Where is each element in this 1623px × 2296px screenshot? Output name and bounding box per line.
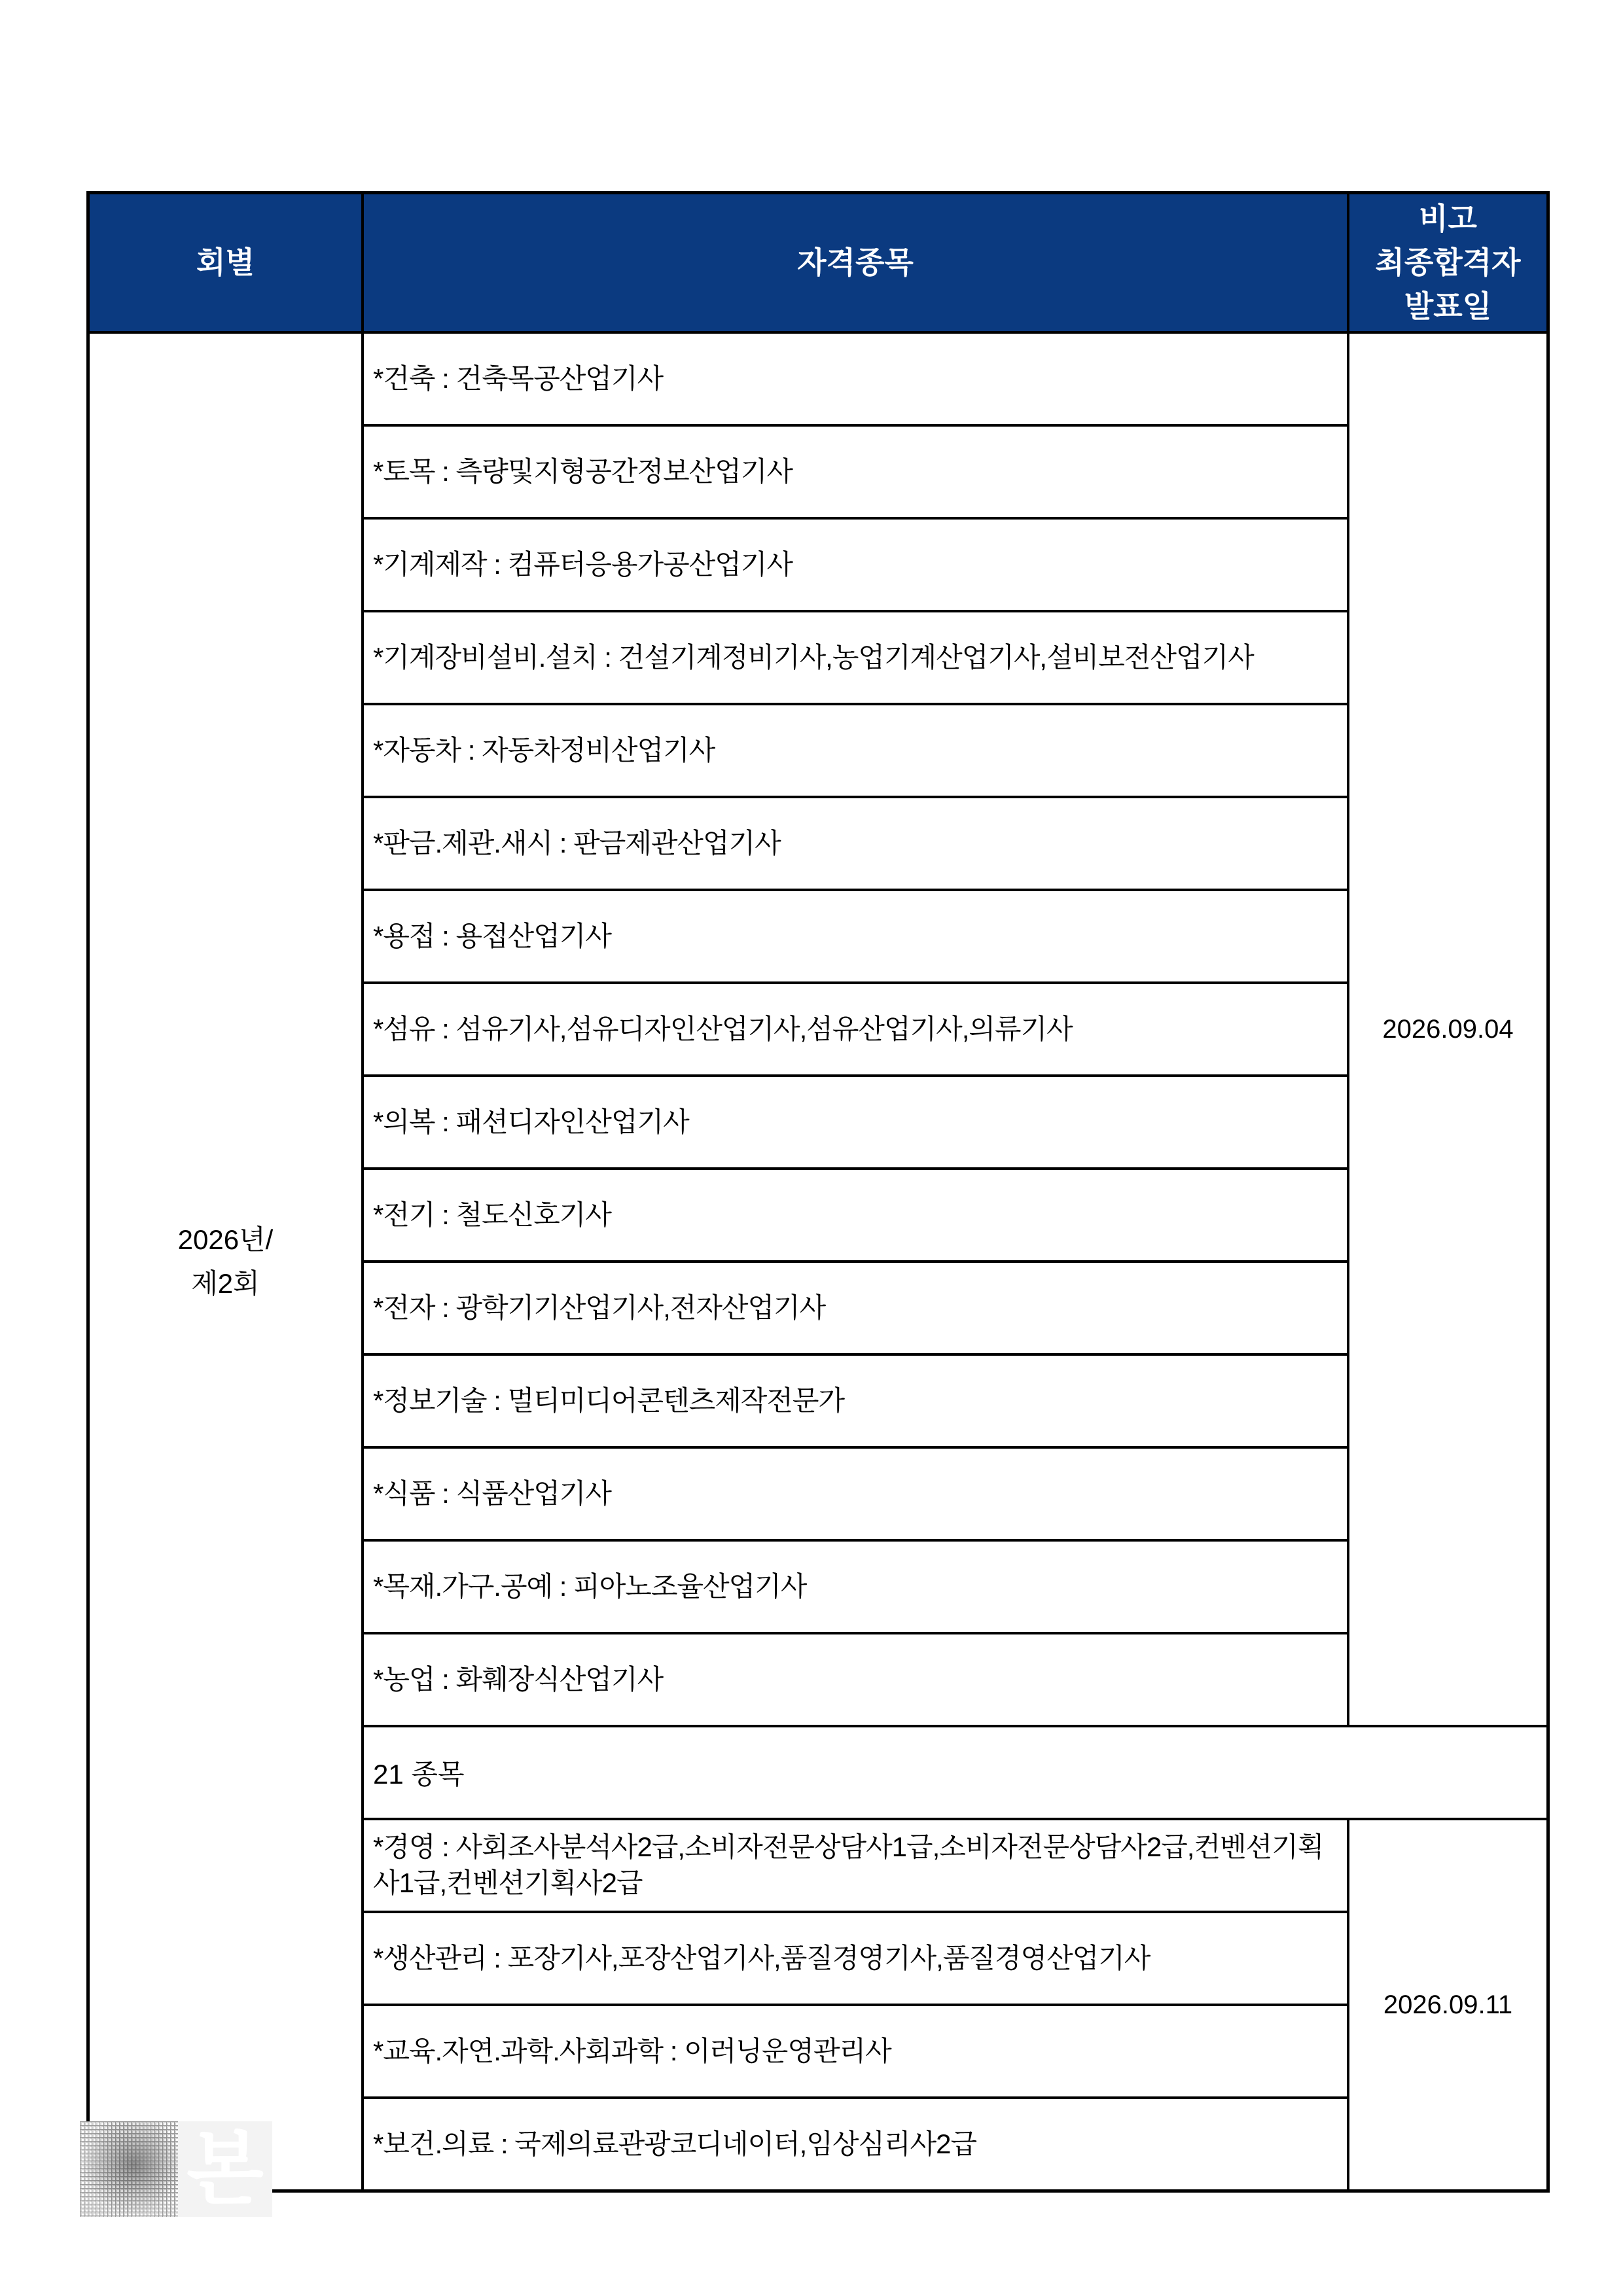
qualification-row-civil: *토목 : 측량및지형공간정보산업기사: [364, 427, 1347, 517]
qualification-row-agriculture: *농업 : 화훼장식산업기사: [364, 1634, 1347, 1725]
qualification-row-it: *정보기술 : 멀티미디어콘텐츠제작전문가: [364, 1356, 1347, 1446]
header-remarks: [1349, 194, 1546, 331]
qualification-row-management: *경영 : 사회조사분석사2급,소비자전문상담사1급,소비자전문상담사2급,컨벤션기획사1급,컨벤션기획사2급: [364, 1820, 1347, 1911]
header-remarks-line2: 최종합격자: [1375, 245, 1521, 280]
qualification-row-architecture: *건축 : 건축목공산업기사: [364, 334, 1347, 424]
qualification-row-electronics: *전자 : 광학기기산업기사,전자산업기사: [364, 1263, 1347, 1353]
qualification-row-automobile: *자동차 : 자동차정비산업기사: [364, 705, 1347, 796]
session-cell: [90, 334, 361, 2189]
scan-watermark: [80, 2121, 272, 2217]
qualification-row-welding: *용접 : 용접산업기사: [364, 891, 1347, 981]
header-remarks-line1: 비고: [1419, 202, 1477, 236]
qualification-row-electric: *전기 : 철도신호기사: [364, 1170, 1347, 1260]
qualification-row-wood-craft: *목재.가구.공예 : 피아노조율산업기사: [364, 1542, 1347, 1632]
announcement-date-group1: 2026.09.04: [1349, 334, 1546, 1725]
qualification-row-textile: *섬유 : 섬유기사,섬유디자인산업기사,섬유산업기사,의류기사: [364, 984, 1347, 1074]
announcement-date-group2: 2026.09.11: [1349, 1820, 1546, 2189]
qualification-row-production: *생산관리 : 포장기사,포장산업기사,품질경영기사,품질경영산업기사: [364, 1913, 1347, 2004]
qualification-row-machinery-install: *기계장비설비.설치 : 건설기계정비기사,농업기계산업기사,설비보전산업기사: [364, 612, 1347, 703]
halftone-stamp-pattern: [80, 2121, 178, 2217]
qualification-row-machining: *기계제작 : 컴퓨터응용가공산업기사: [364, 520, 1347, 610]
qualification-row-food: *식품 : 식품산업기사: [364, 1449, 1347, 1539]
watermark-character-box: [178, 2121, 272, 2217]
qualification-row-education-science: *교육.자연.과학.사회과학 : 이러닝운영관리사: [364, 2006, 1347, 2096]
header-session: 회별: [90, 194, 361, 331]
qualification-row-apparel: *의복 : 패션디자인산업기사: [364, 1077, 1347, 1167]
session-round: 제2회: [191, 1268, 260, 1299]
header-remarks-line3: 발표일: [1404, 289, 1492, 323]
watermark-character: 본: [187, 2125, 264, 2214]
qualification-schedule-table: [86, 191, 1550, 2193]
qualification-row-sheetmetal: *판금.제관.새시 : 판금제관산업기사: [364, 798, 1347, 889]
header-qualification: 자격종목: [364, 194, 1347, 331]
session-year: 2026년/: [177, 1224, 274, 1255]
summary-count-row: 21 종목: [364, 1727, 1546, 1818]
qualification-row-health-medical: *보건.의료 : 국제의료관광코디네이터,임상심리사2급: [364, 2099, 1347, 2189]
